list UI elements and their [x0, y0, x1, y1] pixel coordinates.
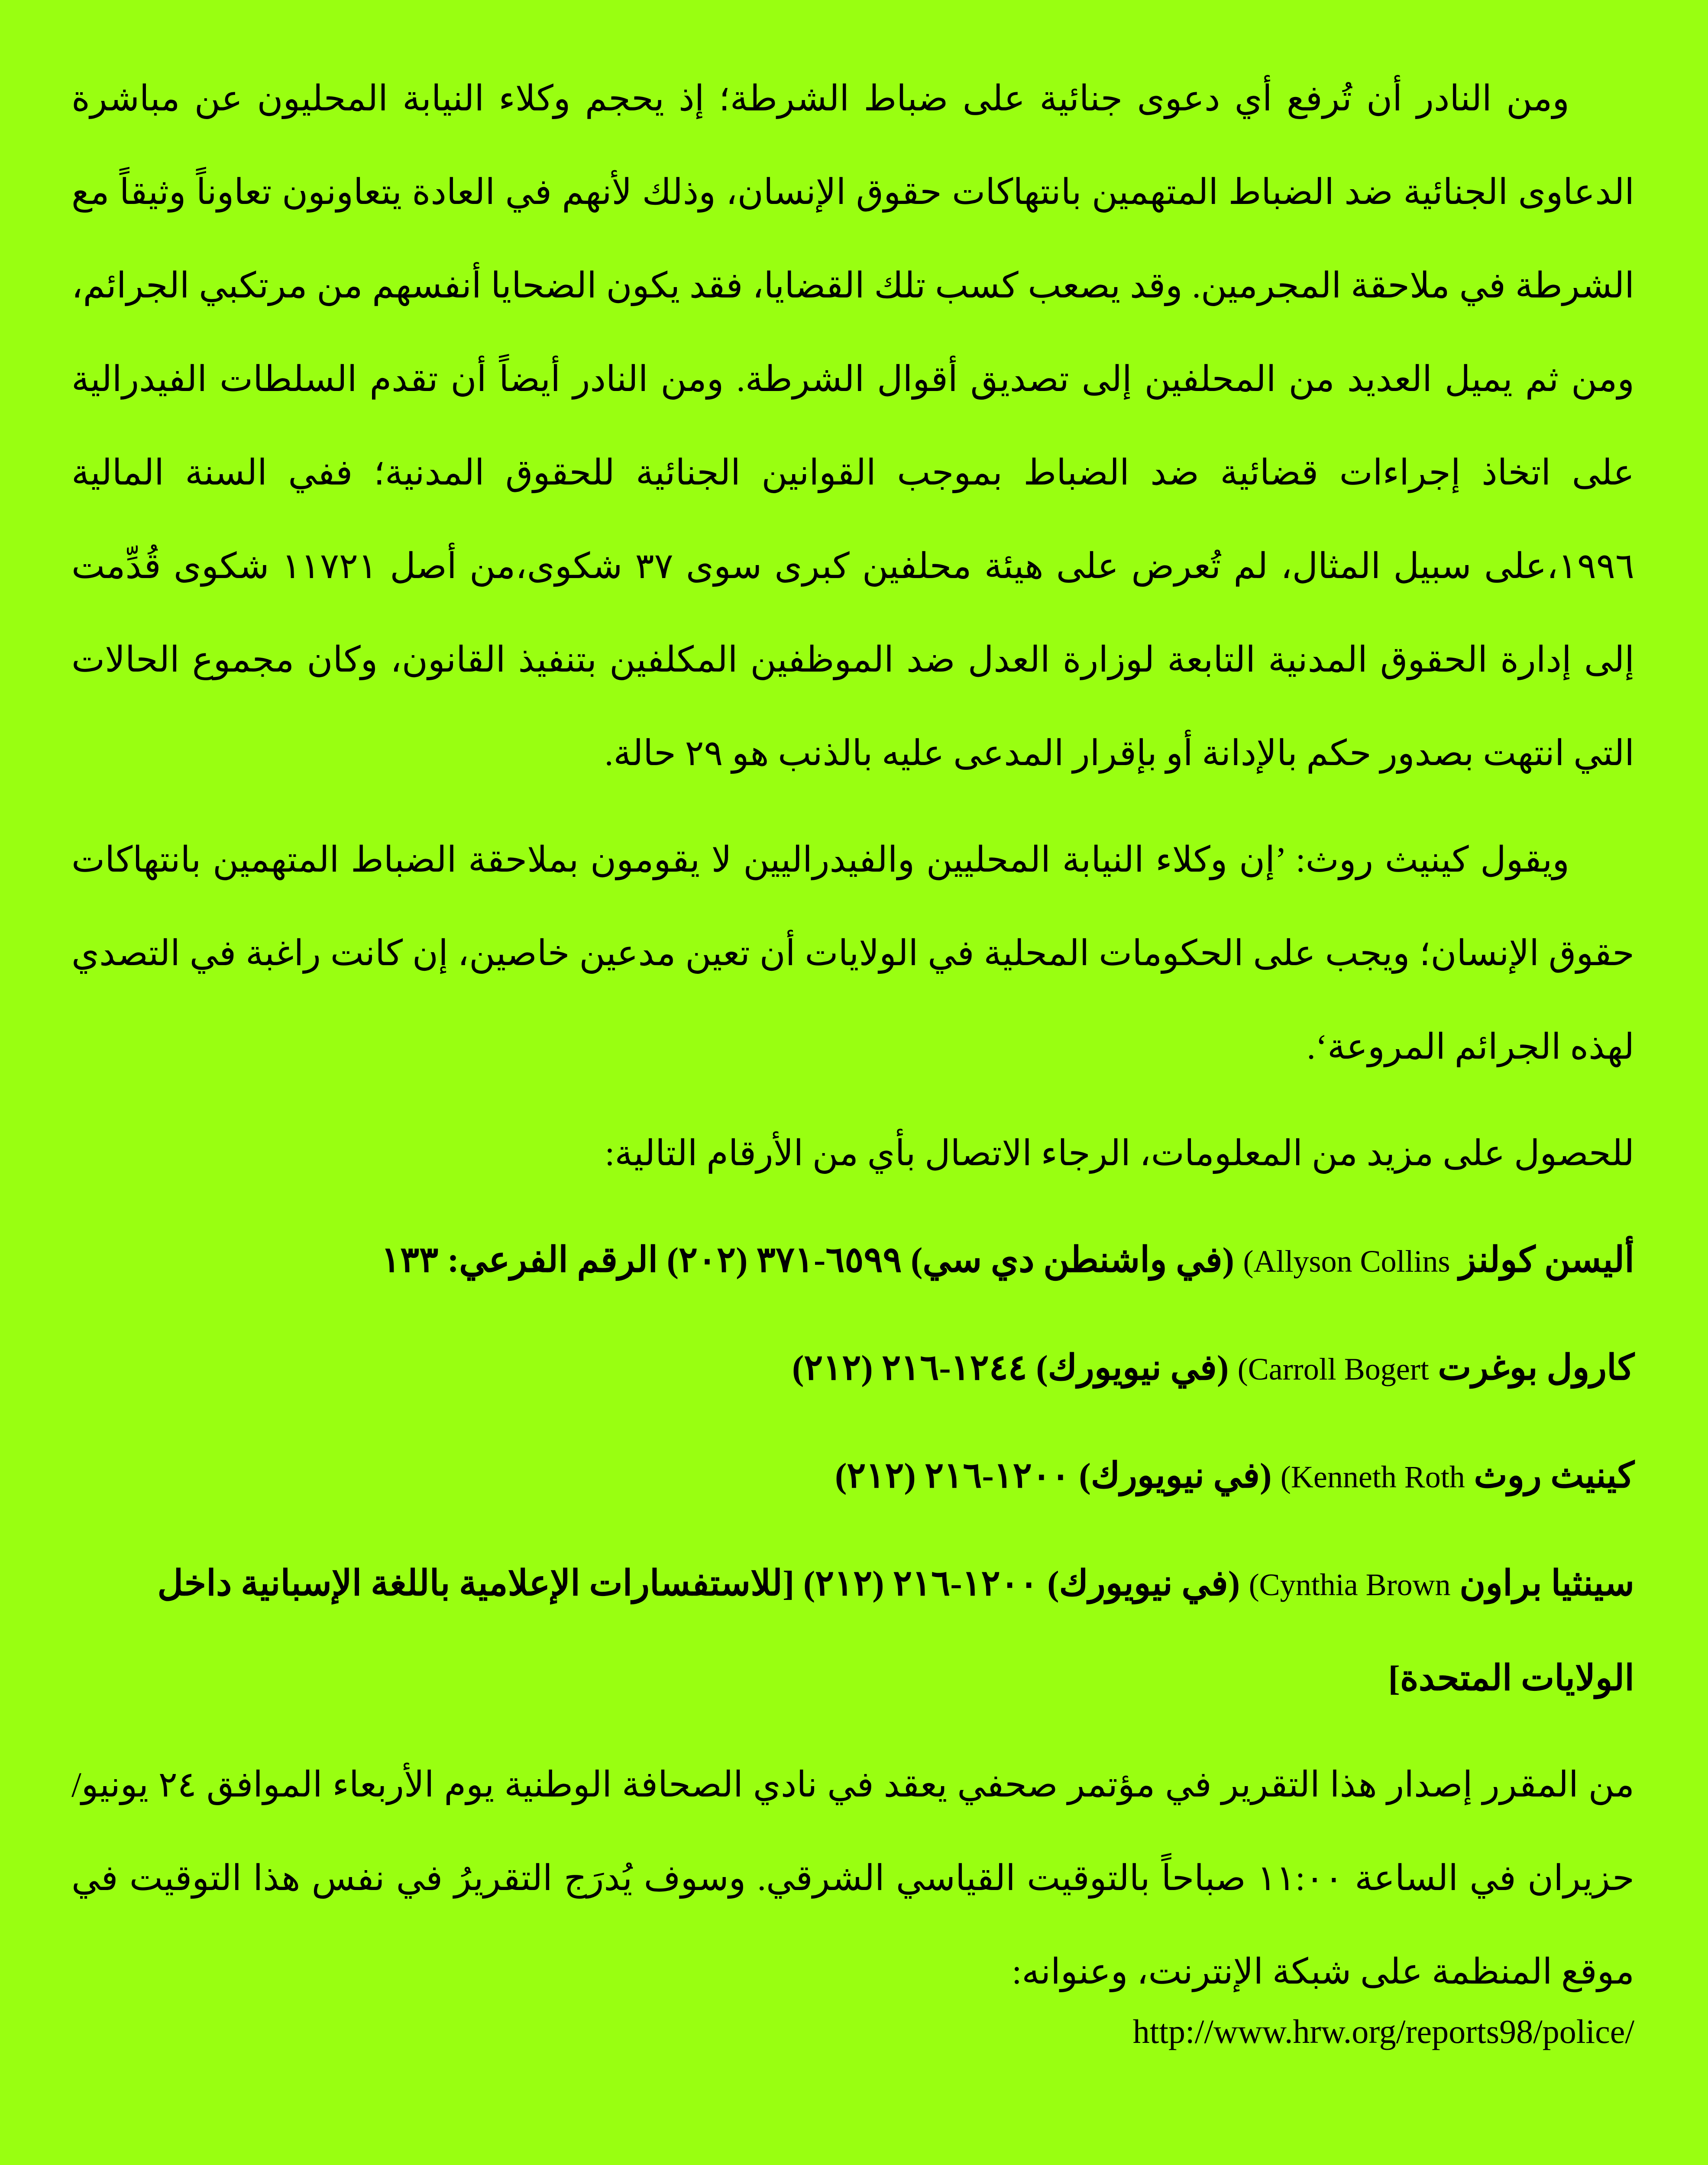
paragraph-press-conference: من المقرر إصدار هذا التقرير في مؤتمر صحفي يعقد في نادي الصحافة الوطنية يوم الأربعاء الموافق ٢٤ يونيو/حزيران في الساعة ١١:٠٠ صباحاً بالتوقيت القياسي الشرقي. وسوف يُدرَج التقريرُ في نفس هذا التوقيت في موقع المنظمة على شبكة الإنترنت، وعنوانه: [71, 1765, 1634, 1991]
contact-entry-roth [71, 1429, 1634, 1524]
contact-name-english: (Carroll Bogert [1237, 1352, 1429, 1386]
contact-name-arabic: أليسن كولنز [1459, 1240, 1634, 1280]
contact-name-english: (Cynthia Brown [1249, 1567, 1451, 1602]
contact-phone: ١٢٤٤-٢١٦ (٢١٢) [792, 1348, 1027, 1387]
contact-location: (في نيويورك) [1036, 1348, 1229, 1387]
paragraph-prosecution: ومن النادر أن تُرفع أي دعوى جنائية على ضباط الشرطة؛ إذ يحجم وكلاء النيابة المحليون عن مباشرة الدعاوى الجنائية ضد الضباط المتهمين بانتهاكات حقوق الإنسان، وذلك لأنهم في العادة يتعاونون تعاوناً وثيقاً مع الشرطة في ملاحقة المجرمين. وقد يصعب كسب تلك القضايا، فقد يكون الضحايا أنفسهم من مرتكبي الجرائم، ومن ثم يميل العديد من المحلفين إلى تصديق أقوال الشرطة. ومن النادر أيضاً أن تقدم السلطات الفيدرالية على اتخاذ إجراءات قضائية ضد الضباط بموجب القوانين الجنائية للحقوق المدنية؛ ففي السنة المالية ١٩٩٦،على سبيل المثال، لم تُعرض على هيئة محلفين كبرى سوى ٣٧ شكوى،من أصل ١١٧٢١ شكوى قُدِّمت إلى إدارة الحقوق المدنية التابعة لوزارة العدل ضد الموظفين المكلفين بتنفيذ القانون، وكان مجموع الحالات التي انتهت بصدور حكم بالإدانة أو بإقرار المدعى عليه بالذنب هو ٢٩ حالة. [71, 79, 1635, 773]
contact-name-arabic: كارول بوغرت [1438, 1348, 1634, 1387]
contact-name-arabic: سينثيا براون [1459, 1564, 1634, 1603]
contact-entry-bogert [71, 1321, 1634, 1416]
contact-entry-brown [71, 1537, 1634, 1725]
contact-name-english: (Kenneth Roth [1280, 1460, 1465, 1494]
contact-entry-collins [71, 1213, 1634, 1308]
report-url-link[interactable]: http://www.hrw.org/reports98/police/ [1132, 2013, 1634, 2050]
contact-name-arabic: كينيث روث [1474, 1456, 1634, 1495]
paragraph-contact-intro: للحصول على مزيد من المعلومات، الرجاء الاتصال بأي من الأرقام التالية: [605, 1134, 1634, 1173]
contact-note: [للاستفسارات الإعلامية باللغة الإسبانية داخل الولايات المتحدة] [157, 1564, 1634, 1698]
contact-phone: ٦٥٩٩-٣٧١ (٢٠٢) الرقم الفرعي: ١٣٣ [381, 1240, 902, 1280]
paragraph-roth-quote: ويقول كينيث روث: ’إن وكلاء النيابة المحليين والفيدراليين لا يقومون بملاحقة الضباط المتهمين بانتهاكات حقوق الإنسان؛ ويجب على الحكومات المحلية في الولايات أن تعين مدعين خاصين، إن كانت راغبة في التصدي لهذه الجرائم المروعة‘. [71, 840, 1634, 1066]
contact-location: (في نيويورك) [1079, 1456, 1272, 1495]
contact-location: (في واشنطن دي سي) [911, 1240, 1234, 1280]
contact-location: (في نيويورك) [1047, 1564, 1240, 1603]
contact-name-english: (Allyson Collins [1243, 1244, 1450, 1279]
contact-phone: ١٢٠٠-٢١٦ (٢١٢) [835, 1456, 1070, 1495]
contact-phone: ١٢٠٠-٢١٦ (٢١٢) [803, 1564, 1038, 1603]
